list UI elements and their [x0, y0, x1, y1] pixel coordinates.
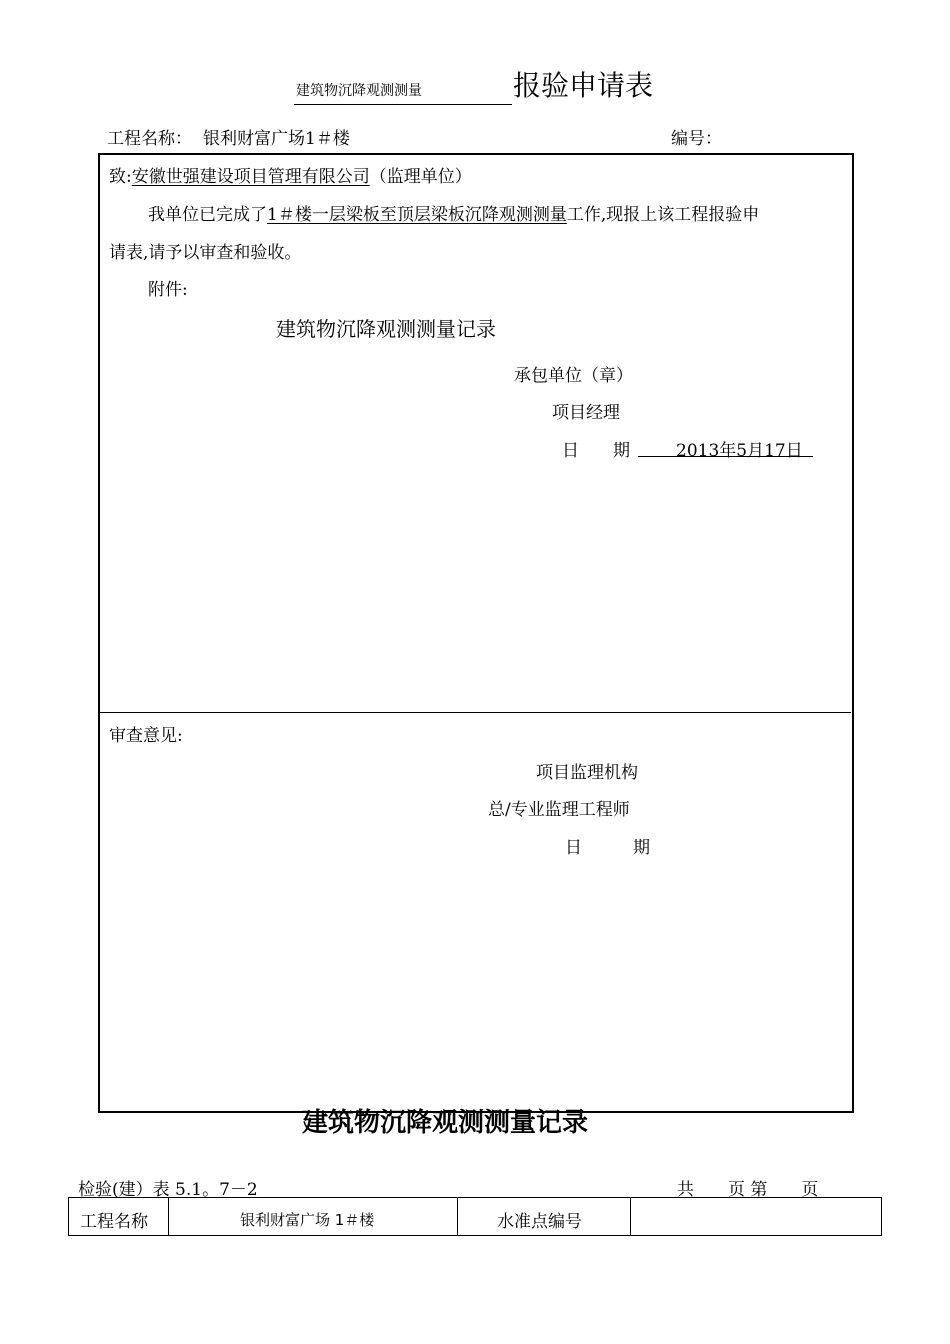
work-description: 1＃楼一层梁板至顶层梁板沉降观测测量 [267, 205, 567, 225]
application-form [98, 153, 854, 1113]
table-divider [630, 1198, 631, 1236]
record-title: 建筑物沉降观测测量记录 [302, 1108, 589, 1138]
form-code: 检验(建）表 5.1。7－2 [78, 1180, 258, 1200]
project-name-value: 银利财富广场1＃楼 [203, 129, 350, 149]
table-project-value: 银利财富广场 1＃楼 [240, 1211, 375, 1229]
supervision-unit: 安徽世强建设项目管理有限公司 [131, 167, 370, 187]
review-opinion-label: 审查意见: [109, 726, 183, 746]
table-divider [457, 1198, 458, 1236]
project-name-label: 工程名称： [107, 129, 192, 149]
page-count: 共 页 第 页 [677, 1180, 819, 1200]
body-line-1 [148, 200, 759, 225]
section-divider [99, 712, 851, 713]
contractor-seal-label: 承包单位（章） [514, 366, 633, 386]
date-field [638, 436, 813, 461]
addressee-prefix: 致: [109, 167, 132, 187]
title-prefix-underline [294, 104, 512, 105]
body-text-2: 工作,现报上该工程报验申 [566, 205, 760, 225]
addressee-suffix: （监理单位） [369, 167, 472, 187]
date-label: 日 期 [562, 441, 630, 461]
supervising-engineer-label: 总/专业监理工程师 [488, 800, 630, 820]
date-value: 2013年5月17日 [676, 441, 803, 461]
page-title: 报验申请表 [513, 69, 654, 102]
table-benchmark-label: 水准点编号 [497, 1212, 582, 1232]
project-manager-label: 项目经理 [552, 403, 620, 423]
supervision-org-label: 项目监理机构 [536, 763, 638, 783]
review-date-label: 日 期 [565, 838, 650, 858]
attachment-label: 附件: [148, 280, 188, 300]
title-prefix: 建筑物沉降观测测量 [296, 83, 422, 99]
table-divider [168, 1198, 169, 1236]
addressee [109, 162, 472, 187]
body-line-2: 请表,请予以审查和验收。 [109, 243, 302, 263]
attachment-item: 建筑物沉降观测测量记录 [276, 317, 496, 341]
table-project-label: 工程名称 [80, 1212, 148, 1232]
number-label: 编号： [671, 129, 722, 149]
record-table [68, 1197, 882, 1236]
body-text-1: 我单位已完成了 [148, 205, 267, 225]
